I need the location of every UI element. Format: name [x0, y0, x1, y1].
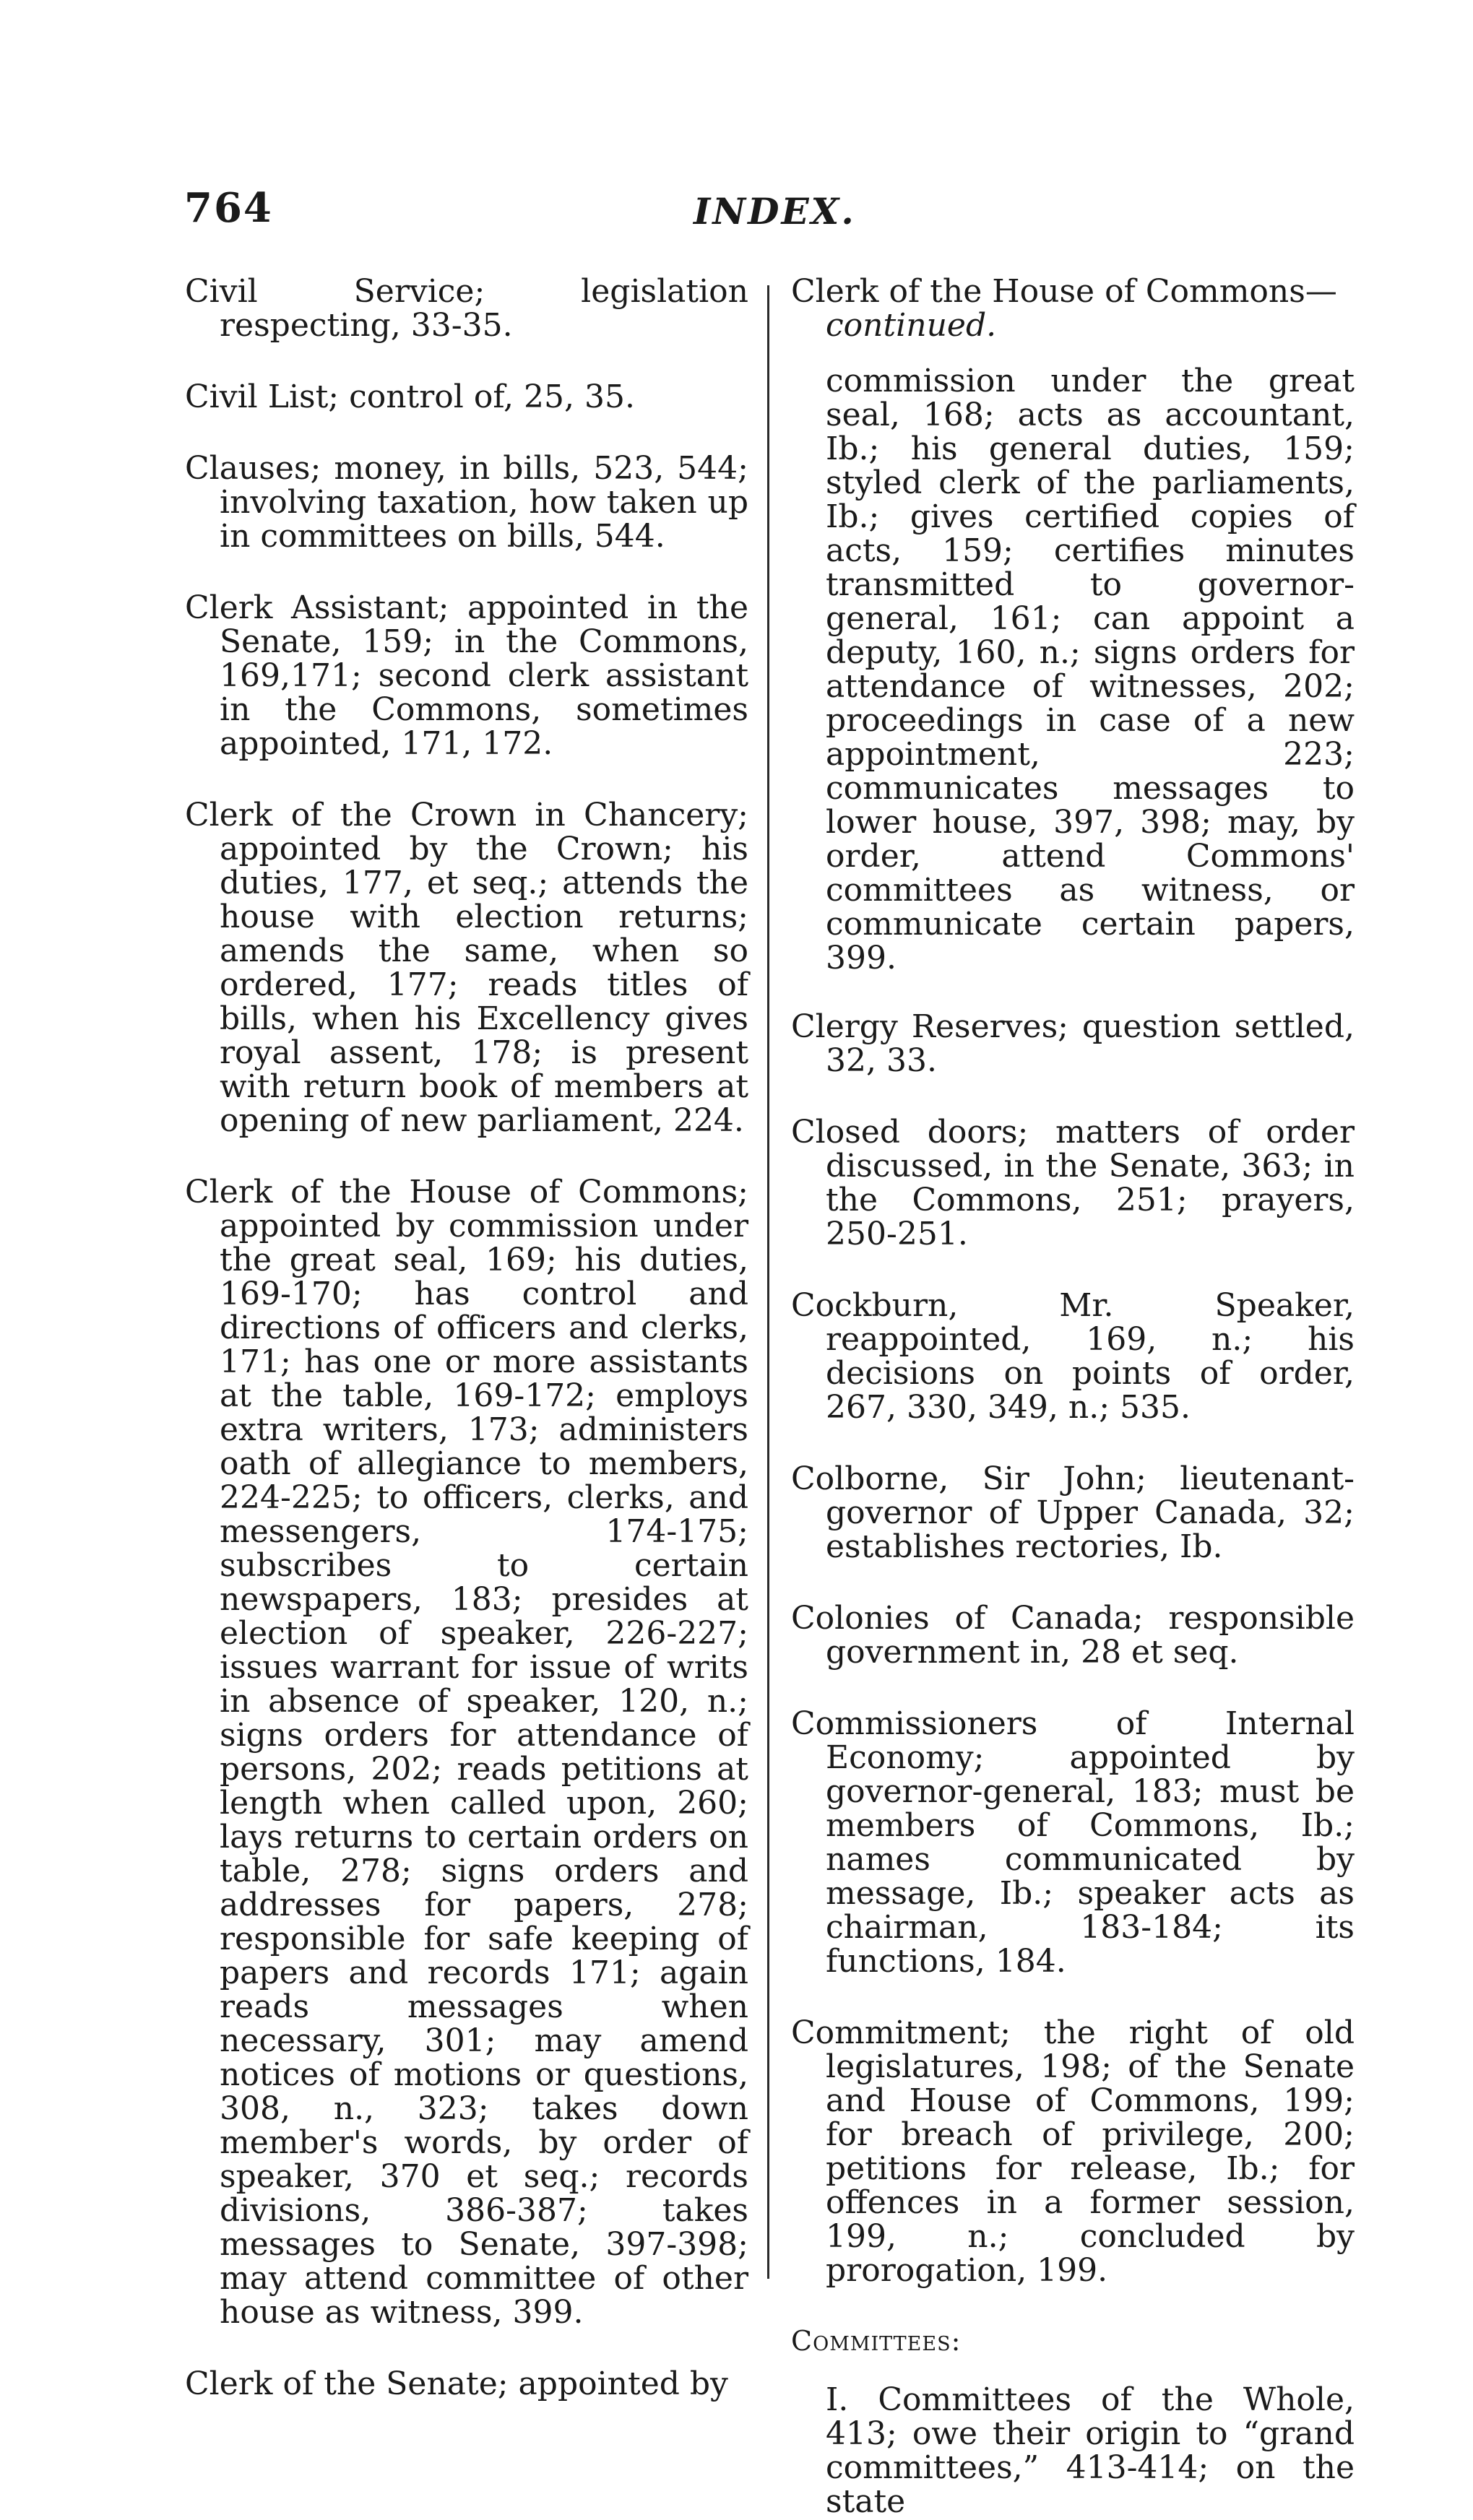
index-entry: Civil List; control of, 25, 35.: [185, 378, 635, 415]
index-entry: Colborne, Sir John; lieutenant-governor of Upper Canada, 32; establishes rectories, Ib.: [791, 1460, 1355, 1565]
index-entry: Cockburn, Mr. Speaker, reappointed, 169, n.; his decisions on points of order, 267, 330, 349, n.; 535.: [791, 1287, 1355, 1426]
index-entry: Clauses; money, in bills, 523, 544; involving taxation, how taken up in committees on bills, 544.: [185, 450, 748, 555]
index-entry: Commitment; the right of old legislatures, 198; of the Senate and House of Commons, 199; for breach of privilege, 200; petitions for release, Ib.; for offences in a former session, 199, n.; concluded by prorogation, 199.: [791, 2014, 1355, 2289]
continued-entry-head: [791, 274, 1355, 342]
index-entry: Clerk Assistant; appointed in the Senate, 159; in the Commons, 169,171; second clerk assistant in the Commons, sometimes appointed, 171, 172.: [185, 589, 748, 762]
sub-entry: I. Committees of the Whole, 413; owe their origin to “grand committees,” 413-414; on the state: [826, 2381, 1355, 2520]
page-header: [184, 184, 1369, 249]
right-column: [791, 274, 1355, 2519]
index-entry: Clerk of the House of Commons; appointed by commission under the great seal, 169; his duties, 169-170; has control and directions of officers and clerks, 171; has one or more assistants at the table, 169-172; employs extra writers, 173; administers oath of allegiance to members, 224-225; to officers, clerks, and messengers, 174-175; subscribes to certain newspapers, 183; presides at election of speaker, 226-227; issues warrant for issue of writs in absence of speaker, 120, n.; signs orders for attendance of persons, 202; reads petitions at length when called upon, 260; lays returns to certain orders on table, 278; signs orders and addresses for papers, 278; responsible for safe keeping of papers and records 171; again reads messages when necessary, 301; may amend notices of motions or questions, 308, n., 323; takes down member's words, by order of speaker, 370 et seq.; records divisions, 386-387; takes messages to Senate, 397-398; may attend committee of other house as witness, 399.: [185, 1174, 748, 2331]
index-entry: Clergy Reserves; question settled, 32, 33.: [791, 1008, 1355, 1079]
index-entry: Civil Service; legislation respecting, 33-35.: [185, 273, 748, 344]
index-entry: Colonies of Canada; responsible government in, 28 et seq.: [791, 1600, 1355, 1671]
section-heading: Committees:: [791, 2325, 962, 2357]
continued-label: continued.: [826, 307, 997, 344]
running-title: INDEX.: [694, 190, 856, 233]
index-entry: Commissioners of Internal Economy; appointed by governor-general, 183; must be members of Commons, Ib.; names communicated by message, Ib.; speaker acts as chairman, 183-184; its functions, 184.: [791, 1705, 1355, 1980]
index-entry: Clerk of the Senate; appointed by: [185, 2365, 728, 2402]
left-column: [185, 274, 748, 2438]
column-divider: [767, 285, 769, 2279]
page-number: 764: [184, 184, 273, 232]
index-entry: Clerk of the Crown in Chancery; appointed by the Crown; his duties, 177, et seq.; attends the house with election returns; amends the same, when so ordered, 177; reads titles of bills, when his Excellency gives royal assent, 178; is present with return book of members at opening of new parliament, 224.: [185, 797, 748, 1139]
index-entry: Closed doors; matters of order discussed, in the Senate, 363; in the Commons, 251; prayers, 250-251.: [791, 1114, 1355, 1252]
continued-entry-body: commission under the great seal, 168; acts as accountant, Ib.; his general duties, 159; styled clerk of the parliaments, Ib.; gives certified copies of acts, 159; certifies minutes transmitted to governor-general, 161; can appoint a deputy, 160, n.; signs orders for attendance of witnesses, 202; proceedings in case of a new appointment, 223; communicates messages to lower house, 397, 398; may, by order, attend Commons' committees as witness, or communicate certain papers, 399.: [826, 363, 1355, 977]
continued-head-text: Clerk of the House of Commons—: [791, 273, 1337, 310]
